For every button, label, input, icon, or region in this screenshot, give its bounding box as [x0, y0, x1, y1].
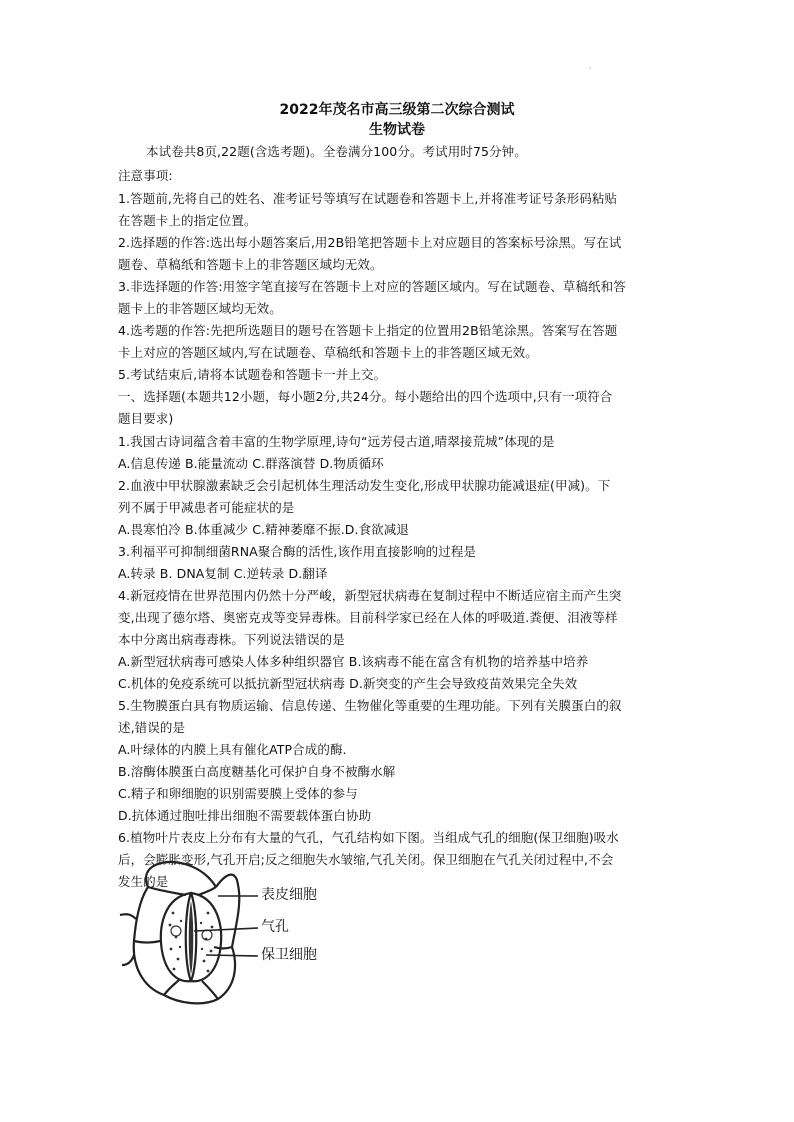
text-line: 发生的是 [118, 874, 169, 889]
text-line: 题卡上的非答题区域均无效。 [118, 301, 282, 316]
text-line: A.叶绿体的内膜上具有催化ATP合成的酶. [118, 742, 347, 757]
text-line: 4.选考题的作答:先把所选题目的题号在答题卡上指定的位置用2B铅笔涂黑。答案写在答题 [118, 323, 618, 338]
label-stoma: 气孔 [261, 919, 289, 935]
text-line: 卡上对应的答题区域内,写在试题卷、草稿纸和答题卡上的非答题区域无效。 [118, 345, 538, 360]
text-line: A.新型冠状病毒可感染人体多种组织器官 B.该病毒不能在富含有机物的培养基中培养 [118, 654, 589, 669]
text-line: C.机体的免疫系统可以抵抗新型冠状病毒 D.新突变的产生会导致疫苗效果完全失效 [118, 676, 578, 691]
label-guard-cell: 保卫细胞 [261, 947, 317, 963]
exam-title: 2022年茂名市高三级第二次综合测试 [279, 102, 515, 118]
stomata-diagram [118, 855, 368, 1005]
label-epidermal-cell: 表皮细胞 [261, 887, 317, 903]
text-line: 1.答题前,先将自己的姓名、准考证号等填写在试题卷和答题卡上,并将准考证号条形码粘贴 [118, 191, 618, 206]
text-line: 5.生物膜蛋白具有物质运输、信息传递、生物催化等重要的生理功能。下列有关膜蛋白的叙 [118, 698, 622, 713]
text-line: 本试卷共8页,22题(含选考题)。全卷满分100分。考试用时75分钟。 [146, 144, 527, 159]
text-line: 本中分离出病毒毒株。下列说法错误的是 [118, 632, 345, 647]
text-line: 在答题卡上的指定位置。 [118, 213, 257, 228]
corner-dot: · [589, 64, 592, 73]
text-line: D.抗体通过胞吐排出细胞不需要载体蛋白协助 [118, 808, 372, 823]
text-line: 2.选择题的作答:选出每小题答案后,用2B铅笔把答题卡上对应题目的答案标号涂黑。写在试 [118, 235, 622, 250]
stoma-pore [189, 901, 194, 975]
exam-subject: 生物试卷 [369, 122, 425, 138]
text-line: 3.非选择题的作答:用签字笔直接写在答题卡上对应的答题区域内。写在试题卷、草稿纸和答 [118, 279, 626, 294]
text-line: 列不属于甲减患者可能症状的是 [118, 500, 295, 515]
text-line: 1.我国古诗词蕴含着丰富的生物学原理,诗句“远芳侵古道,晴翠接荒城”体现的是 [118, 434, 555, 449]
text-line: 5.考试结束后,请将本试题卷和答题卡一并上交。 [118, 367, 387, 382]
text-line: C.精子和卵细胞的识别需要膜上受体的参与 [118, 786, 358, 801]
text-line: A.转录 B. DNA复制 C.逆转录 D.翻译 [118, 566, 328, 581]
text-line: 4.新冠疫情在世界范围内仍然十分严峻，新型冠状病毒在复制过程中不断适应宿主而产生突 [118, 588, 622, 603]
text-line: 述,错误的是 [118, 720, 186, 735]
text-line: 题卷、草稿纸和答题卡上的非答题区域均无效。 [118, 257, 383, 272]
text-line: 注意事项: [118, 168, 173, 183]
text-line: 3.利福平可抑制细菌RNA聚合酶的活性,该作用直接影响的过程是 [118, 544, 477, 559]
text-line: A.畏寒怕冷 B.体重减少 C.精神萎靡不振.D.食欲减退 [118, 522, 409, 537]
text-line: 题目要求) [118, 411, 174, 426]
stomata-figure [118, 855, 368, 1005]
text-line: 后，会膨胀变形,气孔开启;反之细胞失水皱缩,气孔关闭。保卫细胞在气孔关闭过程中,不会 [118, 852, 614, 867]
text-line: 变,出现了德尔塔、奥密克戎等变异毒株。目前科学家已经在人体的呼吸道.粪便、泪液等样 [118, 610, 618, 625]
text-line: A.信息传递 B.能量流动 C.群落演替 D.物质循环 [118, 456, 384, 471]
text-line: 2.血液中甲状腺激素缺乏会引起机体生理活动发生变化,形成甲状腺功能减退症(甲减)。下 [118, 478, 611, 493]
text-line: 6.植物叶片表皮上分布有大量的气孔，气孔结构如下图。当组成气孔的细胞(保卫细胞)吸水 [118, 830, 619, 845]
text-line: 一、选择题(本题共12小题，每小题2分,共24分。每小题给出的四个选项中,只有一项符合 [118, 389, 613, 404]
text-line: B.溶酶体膜蛋白高度糖基化可保护自身不被酶水解 [118, 764, 396, 779]
